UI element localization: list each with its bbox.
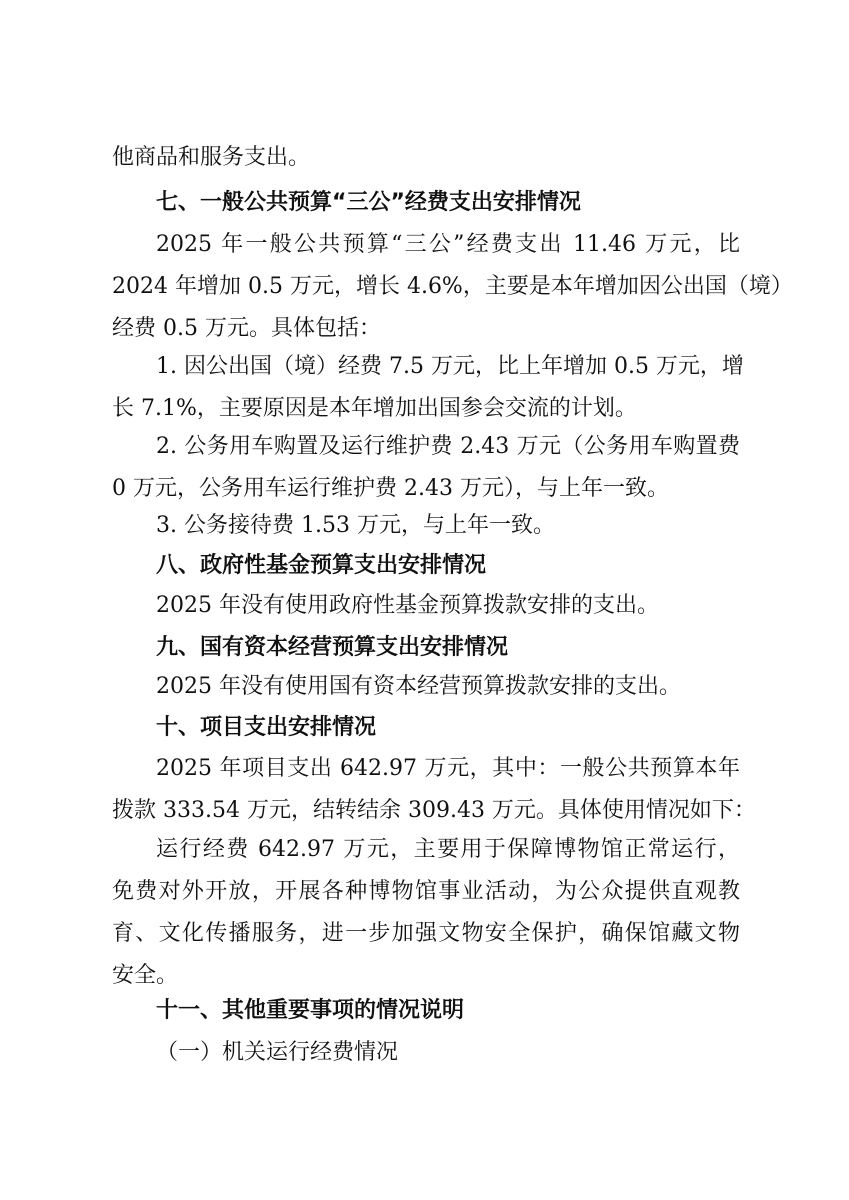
- text-line: 安全。: [112, 963, 179, 988]
- text-line: 2. 公务用车购置及运行维护费 2.43 万元（公务用车购置费: [156, 434, 740, 459]
- text-line: （一）机关运行经费情况: [156, 1040, 399, 1065]
- text-line: 2025 年没有使用政府性基金预算拨款安排的支出。: [156, 593, 659, 618]
- text-line: 免费对外开放，开展各种博物馆事业活动，为公众提供直观教: [112, 879, 740, 904]
- text-line: 2025 年一般公共预算“三公”经费支出 11.46 万元，比: [156, 232, 740, 257]
- continuation-text: [112, 142, 740, 174]
- text-line: 3. 公务接待费 1.53 万元，与上年一致。: [156, 513, 555, 538]
- text-line: 0 万元，公务用车运行维护费 2.43 万元），与上年一致。: [112, 476, 669, 501]
- text-line: 2025 年项目支出 642.97 万元，其中：一般公共预算本年: [156, 756, 740, 781]
- text-line: 育、文化传播服务，进一步加强文物安全保护，确保馆藏文物: [112, 921, 740, 946]
- text-line: 他商品和服务支出。: [112, 145, 311, 170]
- section-7-intro: [112, 229, 793, 345]
- section-7-heading: 七、一般公共预算“三公”经费支出安排情况: [156, 190, 581, 215]
- text-line: 经费 0.5 万元。具体包括：: [112, 316, 381, 341]
- section-7-item-3: [112, 510, 740, 542]
- text-line: 2024 年增加 0.5 万元，增长 4.6%，主要是本年增加因公出国（境）: [112, 274, 793, 299]
- text-line: 1. 因公出国（境）经费 7.5 万元，比上年增加 0.5 万元，增: [156, 354, 744, 379]
- text-line: 长 7.1%，主要原因是本年增加出国参会交流的计划。: [112, 396, 637, 421]
- section-11-heading: 十一、其他重要事项的情况说明: [156, 998, 465, 1023]
- section-11-subheading: [112, 1037, 740, 1069]
- section-8-body: [112, 590, 740, 622]
- section-10-paragraph-2: [112, 834, 740, 992]
- text-line: 2025 年没有使用国有资本经营预算拨款安排的支出。: [156, 674, 681, 699]
- section-9-body: [112, 671, 740, 703]
- section-7-item-2: [112, 431, 740, 505]
- section-10-heading: 十、项目支出安排情况: [156, 715, 377, 740]
- text-line: 运行经费 642.97 万元，主要用于保障博物馆正常运行，: [156, 837, 740, 862]
- section-8-heading: 八、政府性基金预算支出安排情况: [156, 553, 487, 578]
- text-line: 拨款 333.54 万元，结转结余 309.43 万元。具体使用情况如下：: [112, 798, 756, 823]
- section-9-heading: 九、国有资本经营预算支出安排情况: [156, 635, 509, 660]
- section-10-paragraph-1: [112, 753, 756, 827]
- section-7-item-1: [112, 351, 744, 425]
